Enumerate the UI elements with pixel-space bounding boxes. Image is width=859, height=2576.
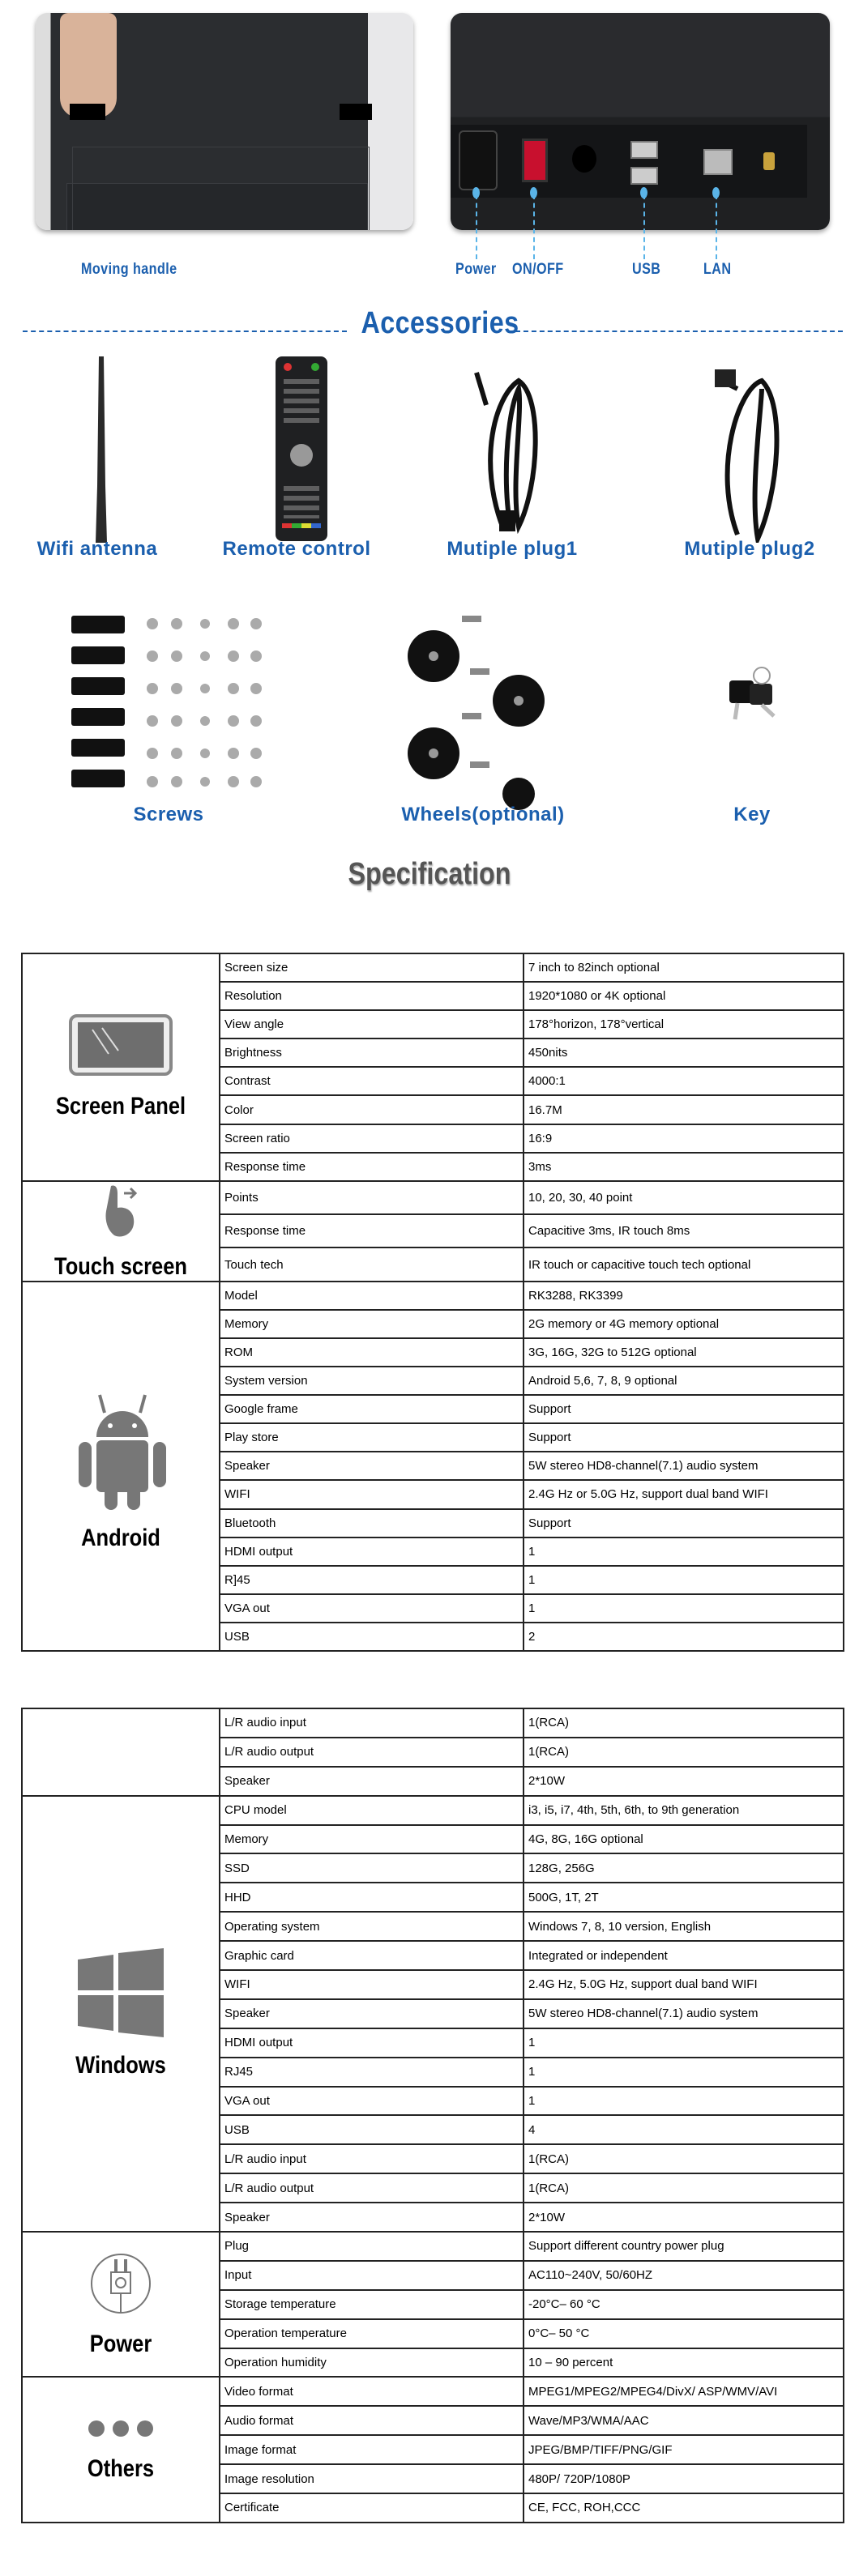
remote-control-image xyxy=(276,356,327,541)
spec-value: 16.7M xyxy=(524,1095,844,1124)
on-off-switch-icon xyxy=(522,139,548,182)
group-cell xyxy=(22,1796,220,2232)
spec-name: Brightness xyxy=(220,1039,524,1067)
spec-value: 1(RCA) xyxy=(524,2144,844,2173)
spec-value: 1920*1080 or 4K optional xyxy=(524,982,844,1010)
spec-value: Support xyxy=(524,1509,844,1537)
spec-name: Resolution xyxy=(220,982,524,1010)
spec-value: AC110~240V, 50/60HZ xyxy=(524,2261,844,2290)
group-cell xyxy=(22,1181,220,1282)
spec-name: ROM xyxy=(220,1338,524,1367)
spec-name: VGA out xyxy=(220,2087,524,2116)
spec-name: System version xyxy=(220,1367,524,1395)
spec-name: L/R audio input xyxy=(220,1708,524,1738)
spec-value: 2 xyxy=(524,1623,844,1651)
spec-value: Capacitive 3ms, IR touch 8ms xyxy=(524,1214,844,1247)
spec-name: Audio format xyxy=(220,2406,524,2435)
spec-name: Screen size xyxy=(220,953,524,982)
table-row xyxy=(22,953,844,982)
spec-value: 2.4G Hz, 5.0G Hz, support dual band WIFI xyxy=(524,1970,844,1999)
spec-name: Bluetooth xyxy=(220,1509,524,1537)
spec-value: 1 xyxy=(524,2087,844,2116)
more-dots-icon xyxy=(23,2416,219,2444)
spec-name: Image resolution xyxy=(220,2464,524,2493)
spec-name: Color xyxy=(220,1095,524,1124)
spec-name: Touch tech xyxy=(220,1247,524,1281)
spec-name: Contrast xyxy=(220,1067,524,1095)
power-cable-2-image xyxy=(705,356,794,543)
spec-value: RK3288, RK3399 xyxy=(524,1282,844,1310)
spec-value: Wave/MP3/WMA/AAC xyxy=(524,2406,844,2435)
spec-value: 5W stereo HD8-channel(7.1) audio system xyxy=(524,1452,844,1480)
spec-value: 16:9 xyxy=(524,1124,844,1153)
spec-value: IR touch or capacitive touch tech optional xyxy=(524,1247,844,1281)
spec-value: 1 xyxy=(524,1537,844,1566)
spec-value: 1 xyxy=(524,1566,844,1594)
spec-name: Plug xyxy=(220,2232,524,2261)
spec-value: 10, 20, 30, 40 point xyxy=(524,1181,844,1214)
spec-value: 1 xyxy=(524,2058,844,2087)
group-label: Touch screen xyxy=(54,1252,187,1280)
port-label-on-off: ON/OFF xyxy=(512,261,564,278)
spec-name: Speaker xyxy=(220,1767,524,1796)
table-row xyxy=(22,2377,844,2406)
group-label: Android xyxy=(81,1524,160,1551)
spec-value: Android 5,6, 7, 8, 9 optional xyxy=(524,1367,844,1395)
spec-value: -20°C– 60 °C xyxy=(524,2290,844,2319)
spec-value: 128G, 256G xyxy=(524,1853,844,1883)
moving-handle-label: Moving handle xyxy=(81,261,177,278)
table-row xyxy=(22,1708,844,1738)
spec-value: 178°horizon, 178°vertical xyxy=(524,1010,844,1039)
power-socket-icon xyxy=(459,130,498,190)
spec-value: 450nits xyxy=(524,1039,844,1067)
spec-value: 4000:1 xyxy=(524,1067,844,1095)
spec-value: 10 – 90 percent xyxy=(524,2348,844,2378)
spec-name: Response time xyxy=(220,1214,524,1247)
moving-handle-photo xyxy=(36,13,413,230)
spec-value: 3G, 16G, 32G to 512G optional xyxy=(524,1338,844,1367)
spec-value: 1 xyxy=(524,1594,844,1623)
accessories-title: Accessories xyxy=(361,306,519,340)
divider xyxy=(515,331,843,332)
spec-name: Screen ratio xyxy=(220,1124,524,1153)
divider xyxy=(23,331,347,332)
specification-title: Specification xyxy=(348,857,511,891)
spec-name: L/R audio output xyxy=(220,1738,524,1767)
spec-value: Support xyxy=(524,1423,844,1452)
port-label-lan: LAN xyxy=(703,261,732,278)
usb-port-icon xyxy=(630,167,658,185)
spec-name: USB xyxy=(220,1623,524,1651)
key-image xyxy=(725,664,790,729)
spec-value: Integrated or independent xyxy=(524,1941,844,1970)
spec-name: HDMI output xyxy=(220,1537,524,1566)
table-row xyxy=(22,1796,844,1825)
spec-value: 4G, 8G, 16G optional xyxy=(524,1825,844,1854)
spec-name: Response time xyxy=(220,1153,524,1181)
group-cell xyxy=(22,2377,220,2522)
spec-value: CE, FCC, ROH,CCC xyxy=(524,2493,844,2523)
spec-value: 1(RCA) xyxy=(524,1738,844,1767)
spec-name: SSD xyxy=(220,1853,524,1883)
port-label-power: Power xyxy=(455,261,497,278)
touch-hand-icon xyxy=(23,1182,219,1242)
spec-value: JPEG/BMP/TIFF/PNG/GIF xyxy=(524,2435,844,2464)
table-row xyxy=(22,2232,844,2261)
spec-name: Google frame xyxy=(220,1395,524,1423)
spec-name: R]45 xyxy=(220,1566,524,1594)
spec-name: Speaker xyxy=(220,1999,524,2028)
power-cable-1-image xyxy=(462,365,551,535)
spec-name: RJ45 xyxy=(220,2058,524,2087)
spec-value: 2*10W xyxy=(524,2203,844,2232)
spec-value: 3ms xyxy=(524,1153,844,1181)
accessory-label-key: Key xyxy=(733,804,771,825)
accessory-label-wheels: Wheels(optional) xyxy=(401,804,565,825)
spec-value: 2G memory or 4G memory optional xyxy=(524,1310,844,1338)
wifi-antenna-image xyxy=(81,356,122,551)
spec-name: Storage temperature xyxy=(220,2290,524,2319)
spec-name: Speaker xyxy=(220,1452,524,1480)
accessory-label-plug2: Mutiple plug2 xyxy=(684,538,815,560)
spec-value: 5W stereo HD8-channel(7.1) audio system xyxy=(524,1999,844,2028)
spec-name: Certificate xyxy=(220,2493,524,2523)
spec-name: L/R audio input xyxy=(220,2144,524,2173)
table-row xyxy=(22,1282,844,1310)
group-cell xyxy=(22,953,220,1181)
spec-name: Input xyxy=(220,2261,524,2290)
spec-name: VGA out xyxy=(220,1594,524,1623)
ports-photo xyxy=(451,13,830,230)
spec-table-1 xyxy=(21,953,844,1652)
spec-table-2 xyxy=(21,1708,844,2523)
lan-port-icon xyxy=(703,149,733,175)
usb-port-icon xyxy=(630,141,658,159)
spec-value: Support different country power plug xyxy=(524,2232,844,2261)
spec-value: 480P/ 720P/1080P xyxy=(524,2464,844,2493)
group-label: Screen Panel xyxy=(55,1093,186,1120)
group-label: Power xyxy=(89,2330,152,2357)
spec-value: 1(RCA) xyxy=(524,2173,844,2203)
spec-value: 2.4G Hz or 5.0G Hz, support dual band WIFI xyxy=(524,1480,844,1508)
spec-name: HHD xyxy=(220,1883,524,1912)
spec-name: WIFI xyxy=(220,1480,524,1508)
spec-value: 4 xyxy=(524,2115,844,2144)
spec-name: HDMI output xyxy=(220,2028,524,2058)
spec-name: Memory xyxy=(220,1310,524,1338)
spec-value: Support xyxy=(524,1395,844,1423)
spec-name: Operating system xyxy=(220,1912,524,1941)
spec-name: Points xyxy=(220,1181,524,1214)
spec-name: Graphic card xyxy=(220,1941,524,1970)
group-cell xyxy=(22,1282,220,1651)
power-plug-icon xyxy=(23,2251,219,2319)
group-label: Windows xyxy=(75,2051,166,2079)
spec-value: MPEG1/MPEG2/MPEG4/DivX/ ASP/WMV/AVI xyxy=(524,2377,844,2406)
antenna-connector-icon xyxy=(763,152,775,170)
spec-name: Play store xyxy=(220,1423,524,1452)
spec-name: Operation temperature xyxy=(220,2319,524,2348)
group-cell xyxy=(22,1708,220,1796)
screen-icon xyxy=(23,1013,219,1081)
spec-value: 2*10W xyxy=(524,1767,844,1796)
accessory-label-plug1: Mutiple plug1 xyxy=(447,538,578,560)
windows-icon xyxy=(23,1948,219,2041)
spec-name: View angle xyxy=(220,1010,524,1039)
wheels-image xyxy=(405,599,559,810)
spec-name: WIFI xyxy=(220,1970,524,1999)
spec-name: USB xyxy=(220,2115,524,2144)
spec-value: 500G, 1T, 2T xyxy=(524,1883,844,1912)
spec-name: L/R audio output xyxy=(220,2173,524,2203)
spec-name: Model xyxy=(220,1282,524,1310)
android-icon xyxy=(23,1380,219,1513)
table-row xyxy=(22,1181,844,1214)
accessory-label-remote-control: Remote control xyxy=(222,538,371,560)
spec-value: Windows 7, 8, 10 version, English xyxy=(524,1912,844,1941)
accessory-label-wifi-antenna: Wifi antenna xyxy=(36,538,158,560)
spec-name: Operation humidity xyxy=(220,2348,524,2378)
port-label-usb: USB xyxy=(632,261,661,278)
spec-name: Memory xyxy=(220,1825,524,1854)
accessory-label-screws: Screws xyxy=(133,804,204,825)
spec-name: Speaker xyxy=(220,2203,524,2232)
spec-name: Image format xyxy=(220,2435,524,2464)
group-label: Others xyxy=(87,2455,155,2483)
spec-value: i3, i5, i7, 4th, 5th, 6th, to 9th generation xyxy=(524,1796,844,1825)
spec-value: 1 xyxy=(524,2028,844,2058)
spec-name: CPU model xyxy=(220,1796,524,1825)
hand xyxy=(60,13,117,118)
group-cell xyxy=(22,2232,220,2377)
spec-value: 1(RCA) xyxy=(524,1708,844,1738)
spec-name: Video format xyxy=(220,2377,524,2406)
spec-value: 7 inch to 82inch optional xyxy=(524,953,844,982)
screws-image xyxy=(71,616,274,794)
spec-value: 0°C– 50 °C xyxy=(524,2319,844,2348)
